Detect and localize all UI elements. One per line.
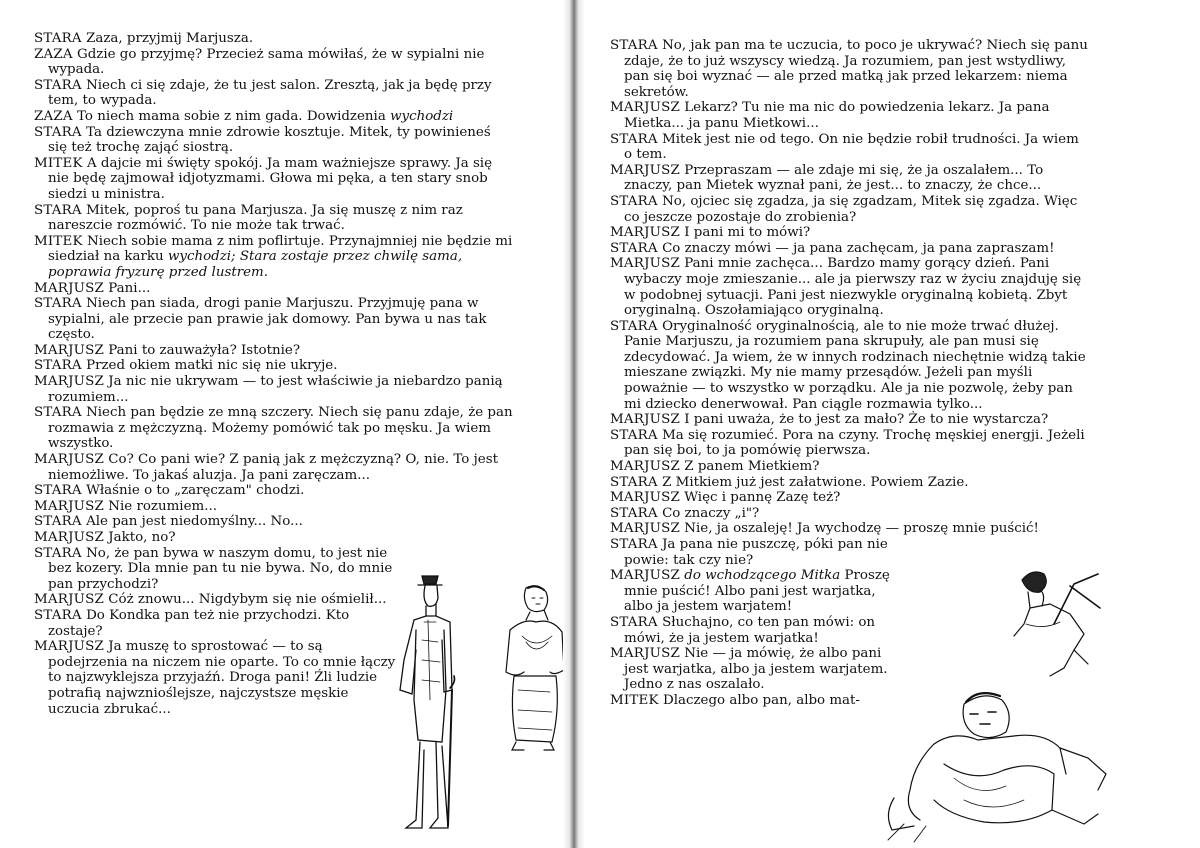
dialogue-line: [610, 241, 1090, 257]
dialogue-line: [610, 615, 904, 646]
line-text: Niech ci się zdaje, że tu jest salon. Zresztą, jak ja będę przy tem, to wypada.: [48, 77, 492, 109]
dialogue-line: [34, 296, 514, 343]
speaker-name: MARJUSZ: [610, 568, 680, 584]
line-text: Więc i pannę Zazę też?: [684, 490, 841, 506]
book-gutter: [563, 0, 585, 848]
dialogue-line: [34, 47, 514, 78]
line-text: I pani uważa, że to jest za mało? Że to nie wystarcza?: [684, 412, 1049, 428]
line-text: No, ojciec się zgadza, ja się zgadzam, Mitek się zgadza. Więc co jeszcze pozostaje do zrobienia?: [624, 193, 1078, 225]
speaker-name: STARA: [610, 614, 658, 630]
line-text: Co znaczy mówi — ja pana zachęcam, ja pana zapraszam!: [662, 240, 1055, 256]
line-text: Mitek, poproś tu pana Marjusza. Ja się muszę z nim raz nareszcie rozmówić. To nie może tak trwać.: [48, 202, 463, 234]
speaker-name: STARA: [610, 537, 658, 552]
line-text: Niech sobie mama z nim poflirtuje. Przynajmniej nie będzie mi siedział na karku: [48, 233, 513, 265]
dialogue-line: [610, 319, 1090, 413]
speaker-name: ZAZA: [34, 46, 73, 62]
speaker-name: STARA: [610, 505, 658, 521]
line-text: Niech pan będzie ze mną szczery. Niech się panu zdaje, że pan rozmawia z mężczyzną. Możemy pomówić tak po męsku. Ja wiem wszystko.: [48, 405, 513, 452]
speaker-name: MARJUSZ: [610, 646, 680, 662]
dialogue-line: [610, 194, 1090, 225]
speaker-name: STARA: [34, 514, 82, 530]
line-text: Przed okiem matki nic się nie ukryje.: [86, 358, 338, 374]
speaker-name: MARJUSZ: [610, 100, 680, 116]
dialogue-line: [34, 530, 514, 546]
illustration-falling-figures: [874, 564, 1200, 844]
dialogue-line: [610, 163, 1090, 194]
line-text: Niech pan siada, drogi panie Marjuszu. Przyjmuję pana w sypialni, ale przecie pan prawie jak domowy. Pan bywa u nas tak często.: [48, 296, 487, 343]
speaker-name: STARA: [34, 296, 82, 312]
line-text: Mitek jest nie od tego. On nie będzie robił trudności. Ja wiem o tem.: [624, 131, 1079, 163]
line-text: Ale pan jest niedomyślny... No...: [86, 514, 303, 530]
dialogue-line: [34, 125, 514, 156]
line-text: Ja pana nie puszczę, póki pan nie powie: tak czy nie?: [624, 537, 888, 568]
speaker-name: MARJUSZ: [34, 592, 104, 608]
speaker-name: STARA: [34, 31, 82, 46]
speaker-name: MARJUSZ: [34, 530, 104, 545]
line-text: Ta dziewczyna mnie zdrowie kosztuje. Mitek, ty powinieneś się też trochę zająć siostrą.: [48, 124, 491, 156]
dialogue-line: [610, 225, 1090, 241]
dialogue-line: [610, 132, 1090, 163]
dialogue-line: [34, 109, 514, 125]
speaker-name: MARJUSZ: [34, 639, 104, 655]
speaker-name: MARJUSZ: [610, 490, 680, 506]
speaker-name: STARA: [34, 607, 82, 623]
dialogue-line: [34, 592, 398, 608]
speaker-name: STARA: [610, 240, 658, 256]
dialogue-line: [610, 693, 904, 709]
line-text: Lekarz? Tu nie ma nic do powiedzenia lekarz. Ja pana Mietka... ja panu Mietkowi...: [624, 100, 1050, 131]
line-text: Dlaczego albo pan, albo mat-: [662, 692, 860, 708]
dialogue-line: [610, 506, 1090, 522]
line-text: Słuchajno, co ten pan mówi: on mówi, że ja jestem warjatka!: [624, 614, 876, 646]
speaker-name: STARA: [34, 545, 82, 561]
line-text: Cóż znowu... Nigdybym się nie ośmielił...: [108, 592, 387, 608]
speaker-name: MARJUSZ: [34, 342, 104, 358]
line-text: Właśnie o to „zaręczam" chodzi.: [86, 483, 305, 499]
line-text: Do Kondka pan też nie przychodzi. Kto zostaje?: [48, 607, 350, 639]
speaker-name: STARA: [610, 318, 658, 334]
speaker-name: STARA: [34, 405, 82, 421]
speaker-name: MITEK: [610, 692, 659, 708]
speaker-name: MARJUSZ: [610, 225, 680, 241]
speaker-name: MARJUSZ: [34, 452, 104, 468]
dialogue-line: [610, 256, 1090, 318]
speaker-name: MITEK: [34, 155, 83, 171]
line-text: Nie rozumiem...: [108, 498, 217, 514]
speaker-name: STARA: [610, 38, 658, 53]
dialogue-line: [34, 405, 514, 452]
speaker-name: MARJUSZ: [610, 521, 680, 537]
dialogue-line: [610, 38, 1090, 100]
dialogue-line: [610, 521, 1090, 537]
stage-direction: do wchodzącego Mitka: [684, 568, 841, 584]
speaker-name: MARJUSZ: [610, 412, 680, 428]
dialogue-line: [34, 483, 514, 499]
dialogue-line: [34, 358, 514, 374]
dialogue-line: [34, 546, 398, 593]
left-page: [0, 0, 570, 848]
speaker-name: ZAZA: [34, 108, 73, 124]
speaker-name: STARA: [34, 358, 82, 374]
stage-direction: wychodzi; Stara zostaje przez chwilę sama, poprawia fryzurę przed lustrem.: [48, 249, 463, 280]
line-text: Oryginalność oryginalnością, ale to nie może trwać dłużej. Panie Marjuszu, ja rozumiem pana skrupuły, ale pan musi się zdecydować. Ja wiem, że w innych rodzinach niechętnie widzą takie mieszane związki. My nie mamy przesądów. Jeżeli pan myśli poważnie — to wszystko w porządku. Ale ja nie pozwolę, żeby pan mi dziecko denerwował. Pan ciągle rozmawia tylko...: [624, 318, 1086, 412]
dialogue-line: [610, 459, 1090, 475]
dialogue-line: [34, 452, 514, 483]
speaker-name: STARA: [34, 483, 82, 499]
line-text: Z Mitkiem już jest załatwione. Powiem Zazie.: [662, 474, 969, 490]
line-text: Jakto, no?: [108, 530, 176, 545]
line-text: Co? Co pani wie? Z panią jak z mężczyzną? O, nie. To jest niemożliwe. To jakaś aluzja. Ja pani zaręczam...: [48, 452, 498, 483]
line-text: To niech mama sobie z nim gada. Dowidzenia: [77, 108, 386, 124]
dialogue-line: [34, 343, 514, 359]
speaker-name: MARJUSZ: [34, 498, 104, 514]
speaker-name: STARA: [34, 202, 82, 218]
dialogue-line: [610, 412, 1090, 428]
dialogue-line: [34, 514, 514, 530]
speaker-name: STARA: [610, 131, 658, 147]
line-text: Z panem Mietkiem?: [684, 459, 820, 475]
dialogue-line: [34, 78, 514, 109]
dialogue-line: [610, 475, 1090, 491]
dialogue-line: [610, 100, 1090, 131]
dialogue-line: [34, 499, 514, 515]
stage-direction: wychodzi: [390, 108, 454, 124]
speaker-name: STARA: [610, 193, 658, 209]
speaker-name: MARJUSZ: [610, 256, 680, 272]
line-text: Co znaczy „i"?: [662, 505, 760, 521]
line-text: Przepraszam — ale zdaje mi się, że ja oszalałem... To znaczy, pan Mietek wyznał pani, że jest... to znaczy, że chce...: [624, 162, 1044, 194]
line-text: Ja nic nie ukrywam — to jest właściwie ja niebardzo panią rozumiem...: [48, 374, 503, 405]
line-text: Zaza, przyjmij Marjusza.: [86, 31, 254, 46]
illustration-standing-man: [392, 570, 468, 840]
line-text: Pani to zauważyła? Istotnie?: [108, 342, 301, 358]
dialogue-line: [610, 428, 1090, 459]
speaker-name: STARA: [34, 124, 82, 140]
line-text: Ma się rozumieć. Pora na czyny. Trochę męskiej energji. Jeżeli pan się boi, to ja pomówię pierwsza.: [624, 427, 1085, 459]
dialogue-line: [34, 31, 514, 47]
line-text: No, jak pan ma te uczucia, to poco je ukrywać? Niech się panu zdaje, że to już wszyscy wiedzą. Ja rozumiem, pan jest wstydliwy, pan się boi wyznać — ale przed matką jak przed lekarzem: niema sekretów.: [624, 38, 1088, 100]
dialogue-line: [34, 156, 514, 203]
right-page: [584, 0, 1200, 848]
dialogue-line: [610, 646, 904, 693]
line-text: Pani mnie zachęca... Bardzo mamy gorący dzień. Pani wybaczy moje zmieszanie... ale ja pierwszy raz w życiu znajduję się w podobnej sytuacji. Pani jest niezwykle oryginalną kobietą. Zbyt oryginalną. Oszołamiająco oryginalną.: [624, 256, 1082, 319]
line-text: Pani...: [108, 280, 151, 296]
dialogue-line: [610, 490, 1090, 506]
speaker-name: STARA: [610, 427, 658, 443]
speaker-name: STARA: [34, 77, 82, 93]
dialogue-line: [34, 234, 514, 281]
speaker-name: MARJUSZ: [34, 374, 104, 390]
dialogue-line: [34, 374, 514, 405]
dialogue-line: [610, 568, 904, 615]
speaker-name: STARA: [610, 474, 658, 490]
dialogue-line: [34, 608, 398, 639]
dialogue-line: [610, 537, 904, 568]
dialogue-line: [34, 203, 514, 234]
speaker-name: MARJUSZ: [610, 459, 680, 475]
dialogue-line: [34, 281, 514, 297]
speaker-name: MARJUSZ: [610, 162, 680, 178]
line-text: Gdzie go przyjmę? Przecież sama mówiłaś, że w sypialni nie wypada.: [48, 46, 485, 78]
line-text: No, że pan bywa w naszym domu, to jest nie bez kozery. Dla mnie pan tu nie bywa. No, do mnie pan przychodzi?: [48, 545, 393, 592]
dialogue-line: [34, 639, 398, 717]
line-text: I pani mi to mówi?: [684, 225, 811, 241]
illustration-seated-woman: [500, 580, 568, 758]
speaker-name: MITEK: [34, 233, 83, 249]
line-text: A dajcie mi święty spokój. Ja mam ważniejsze sprawy. Ja się nie będę zajmował idjotyzmami. Głowa mi pęka, a ten stary snob siedzi u ministra.: [48, 155, 493, 202]
line-text: Ja muszę to sprostować — to są podejrzenia na niczem nie oparte. To co mnie łączy to najzwyklejsza przyjaźń. Droga pani! Źli ludzie potrafią najwznioślejsze, najczystsze męskie uczucia zbrukać...: [48, 639, 396, 717]
line-text: Nie, ja oszaleję! Ja wychodzę — proszę mnie puścić!: [684, 521, 1039, 537]
line-text: Nie — ja mówię, że albo pani jest warjatka, albo ja jestem warjatem. Jedno z nas oszalało.: [624, 646, 888, 693]
line-text: Proszę mnie puścić! Albo pani jest warjatka, albo ja jestem warjatem!: [624, 568, 890, 615]
speaker-name: MARJUSZ: [34, 280, 104, 296]
